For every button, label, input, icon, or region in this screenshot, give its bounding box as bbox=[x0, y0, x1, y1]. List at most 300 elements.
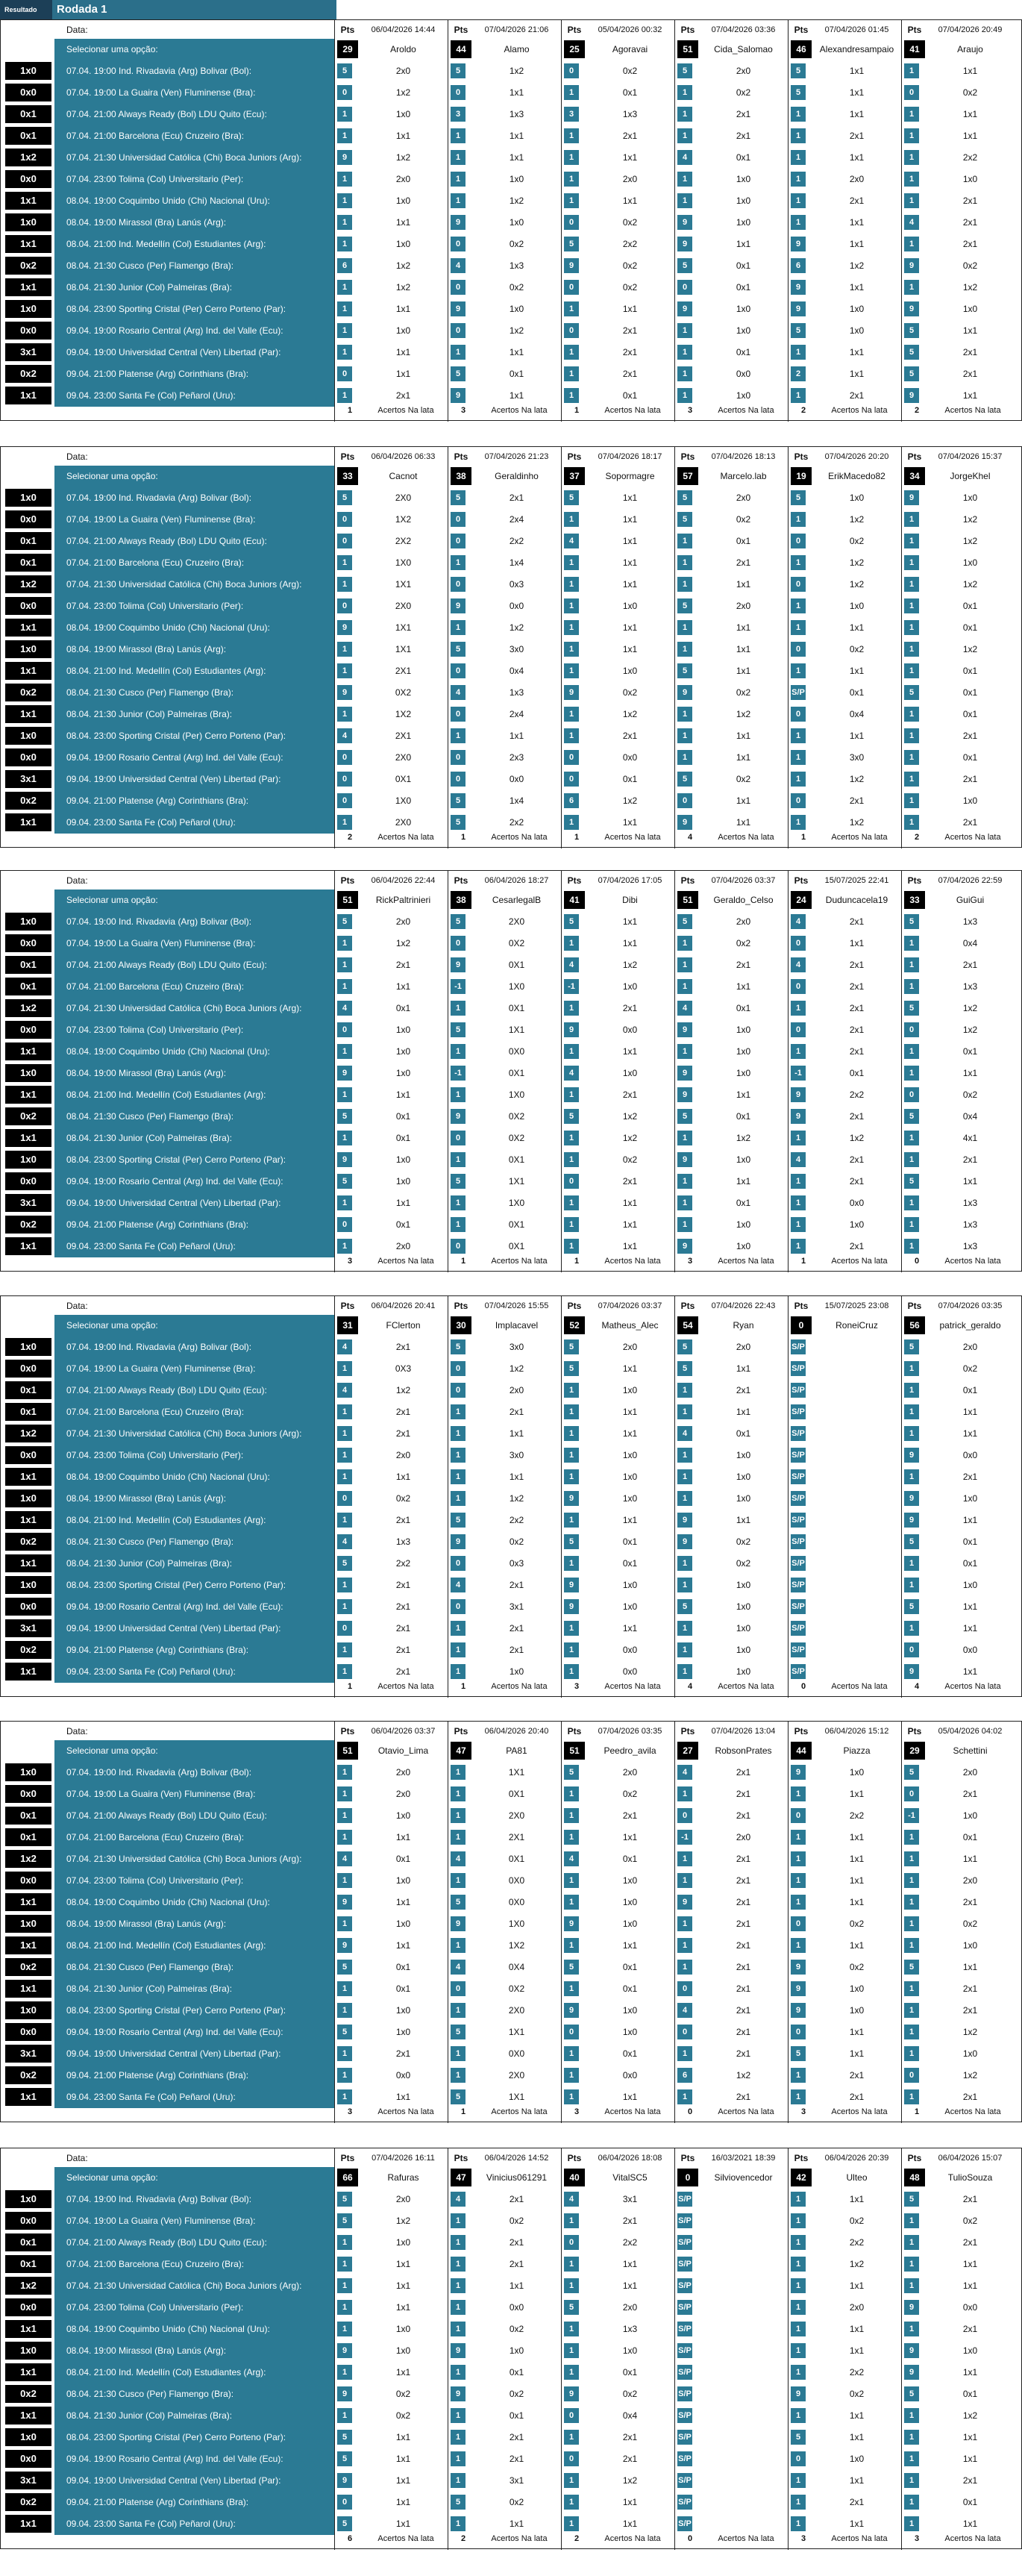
guess-cell: 2x1 bbox=[509, 2194, 524, 2204]
guess-cell: 2x1 bbox=[849, 916, 865, 927]
guess-cell: 1x1 bbox=[849, 2432, 865, 2442]
guess-cell: 1x2 bbox=[849, 2259, 865, 2269]
player-date: 07/04/2026 21:23 bbox=[484, 452, 549, 461]
player-column bbox=[448, 1722, 561, 2123]
score-badge: 1 bbox=[904, 1830, 919, 1845]
guess-cell: 1x1 bbox=[849, 66, 865, 76]
score-badge: 1 bbox=[564, 2257, 579, 2272]
player-column bbox=[674, 20, 788, 422]
score-badge: 1 bbox=[564, 388, 579, 403]
score-badge: 9 bbox=[904, 2300, 919, 2315]
game-label: 08.04. 21:00 Ind. Medellín (Col) Estudiantes (Arg): bbox=[54, 234, 334, 255]
guess-cell: 2x1 bbox=[962, 239, 978, 249]
acertos-footer bbox=[675, 2530, 788, 2547]
guess-cell: 1x1 bbox=[395, 2432, 411, 2442]
guess-cell: 2x1 bbox=[849, 960, 865, 970]
game-label: 08.04. 21:30 Junior (Col) Palmeiras (Bra): bbox=[54, 277, 334, 298]
score-badge: 1 bbox=[337, 301, 352, 316]
select-option-dropdown[interactable]: Selecionar uma opção: bbox=[54, 1315, 334, 1337]
score-badge: 5 bbox=[337, 2430, 352, 2445]
guess-cell: 1x0 bbox=[622, 1580, 638, 1590]
score-badge: 5 bbox=[451, 1513, 465, 1528]
guess-cell: 1x1 bbox=[962, 1962, 978, 1972]
acertos-label: Acertos Na lata bbox=[491, 2107, 548, 2116]
game-result: 0x0 bbox=[5, 748, 51, 766]
score-badge: 1 bbox=[564, 577, 579, 592]
score-badge: 1 bbox=[337, 1786, 352, 1801]
guess-cell: 0x2 bbox=[622, 1154, 638, 1165]
score-badge: 1 bbox=[564, 2068, 579, 2083]
score-badge: 4 bbox=[337, 1339, 352, 1354]
guess-cell bbox=[700, 2254, 786, 2275]
score-badge: 1 bbox=[451, 728, 465, 743]
score-badge: 1 bbox=[451, 150, 465, 165]
guess-cell: 1x1 bbox=[962, 1428, 978, 1439]
guess-cell: 1x0 bbox=[736, 325, 751, 336]
score-badge: S/P bbox=[677, 2473, 692, 2488]
guess-cell: 1x1 bbox=[849, 1897, 865, 1907]
score-badge: 1 bbox=[451, 1621, 465, 1636]
score-badge: 1 bbox=[904, 107, 919, 122]
guess-cell: 2x1 bbox=[622, 347, 638, 357]
guess-cell: 1x1 bbox=[962, 2432, 978, 2442]
guess-cell: 1x1 bbox=[622, 1046, 638, 1057]
score-badge: 9 bbox=[677, 1022, 692, 1037]
score-badge: 1 bbox=[791, 1895, 806, 1910]
player-name: Marcelo.lab bbox=[720, 471, 767, 481]
guess-cell: 0x1 bbox=[962, 709, 978, 719]
guess-cell: 2x1 bbox=[509, 1623, 524, 1634]
guess-cell: 0x1 bbox=[736, 282, 751, 293]
acertos-footer bbox=[448, 1678, 561, 1695]
guess-cell: 2x1 bbox=[622, 2216, 638, 2226]
score-badge: 1 bbox=[791, 1195, 806, 1210]
score-badge: 0 bbox=[451, 1239, 465, 1254]
guess-cell: 0x1 bbox=[622, 774, 638, 784]
game-label: 07.04. 19:00 La Guaira (Ven) Fluminense (Bra): bbox=[54, 1358, 334, 1380]
guess-cell: 1x1 bbox=[622, 514, 638, 525]
acertos-footer bbox=[675, 2104, 788, 2120]
score-badge: S/P bbox=[791, 685, 806, 700]
guess-cell: 2X2 bbox=[395, 536, 412, 546]
score-badge: 9 bbox=[791, 301, 806, 316]
pts-header: Pts bbox=[680, 2153, 695, 2163]
score-badge: 1 bbox=[791, 345, 806, 360]
game-label: 07.04. 23:00 Tolima (Col) Universitario (Per): bbox=[54, 169, 334, 190]
player-total: 40 bbox=[564, 2169, 585, 2186]
score-badge: 9 bbox=[337, 620, 352, 635]
player-total: 19 bbox=[791, 467, 812, 485]
guess-cell: 2x1 bbox=[395, 1645, 411, 1655]
guess-cell: 1x1 bbox=[395, 369, 411, 379]
score-badge: 1 bbox=[677, 1217, 692, 1232]
score-badge: 1 bbox=[451, 1469, 465, 1484]
game-result: 0x0 bbox=[5, 170, 51, 188]
acertos-footer bbox=[562, 1253, 674, 1269]
game-label: 08.04. 19:00 Mirassol (Bra) Lanús (Arg): bbox=[54, 1488, 334, 1510]
game-result: 0x2 bbox=[5, 257, 51, 275]
guess-cell: 0x2 bbox=[509, 1536, 524, 1547]
guess-cell: 2x1 bbox=[395, 390, 411, 401]
game-label: 07.04. 19:00 Ind. Rivadavia (Arg) Bolivar (Bol): bbox=[54, 60, 334, 82]
acertos-footer bbox=[448, 1253, 561, 1269]
game-result: 0x2 bbox=[5, 2066, 51, 2084]
game-label: 08.04. 21:30 Junior (Col) Palmeiras (Bra): bbox=[54, 1978, 334, 2000]
score-badge: 1 bbox=[337, 1578, 352, 1592]
guess-cell: 0x2 bbox=[736, 687, 751, 698]
player-total: 51 bbox=[337, 891, 358, 909]
game-result: 1x1 bbox=[5, 1554, 51, 1572]
game-result: 0x0 bbox=[5, 2023, 51, 2041]
player-total: 57 bbox=[677, 467, 698, 485]
score-badge: 0 bbox=[564, 2451, 579, 2466]
page-header bbox=[0, 0, 1022, 19]
guess-cell: 1x2 bbox=[509, 196, 524, 206]
score-badge: S/P bbox=[791, 1556, 806, 1571]
score-badge: 1 bbox=[904, 2046, 919, 2061]
score-badge: 1 bbox=[904, 150, 919, 165]
score-badge: 1 bbox=[564, 1830, 579, 1845]
score-badge: 5 bbox=[677, 1599, 692, 1614]
score-badge: 1 bbox=[451, 2213, 465, 2228]
acertos-count: 1 bbox=[574, 833, 580, 842]
guess-cell: 1x1 bbox=[962, 109, 978, 119]
score-badge: 0 bbox=[451, 1131, 465, 1145]
score-badge: 9 bbox=[904, 258, 919, 273]
score-badge: 1 bbox=[337, 1469, 352, 1484]
guess-cell: 0X1 bbox=[508, 1854, 525, 1864]
guess-cell: 1x1 bbox=[395, 1897, 411, 1907]
guess-cell: 1x2 bbox=[509, 1493, 524, 1504]
guess-cell: 2x1 bbox=[509, 2259, 524, 2269]
guess-cell bbox=[700, 2189, 786, 2210]
score-badge: 1 bbox=[337, 345, 352, 360]
guess-cell: 0X2 bbox=[508, 1133, 525, 1143]
player-name: Otavio_Lima bbox=[377, 1745, 429, 1756]
guess-cell: 0X1 bbox=[508, 1003, 525, 1013]
score-badge: 1 bbox=[337, 1426, 352, 1441]
guess-cell: 1x1 bbox=[736, 1363, 751, 1374]
acertos-footer bbox=[902, 402, 1015, 419]
game-result: 0x0 bbox=[5, 934, 51, 952]
select-option-dropdown[interactable]: Selecionar uma opção: bbox=[54, 890, 334, 911]
score-badge: 1 bbox=[337, 1830, 352, 1845]
score-badge: 0 bbox=[337, 772, 352, 787]
game-label: 09.04. 19:00 Rosario Central (Arg) Ind. del Valle (Ecu): bbox=[54, 1171, 334, 1192]
score-badge: S/P bbox=[677, 2322, 692, 2336]
acertos-label: Acertos Na lata bbox=[377, 1257, 434, 1266]
games-column bbox=[1, 20, 337, 422]
select-option-dropdown[interactable]: Selecionar uma opção: bbox=[54, 39, 334, 60]
player-column bbox=[561, 447, 674, 848]
guess-cell: 0x4 bbox=[509, 666, 524, 676]
score-badge: 5 bbox=[904, 1534, 919, 1549]
score-badge: 5 bbox=[904, 345, 919, 360]
guess-cell: 2x2 bbox=[962, 152, 978, 163]
score-badge: 1 bbox=[791, 2408, 806, 2423]
guess-cell: 2x2 bbox=[849, 1810, 865, 1821]
guess-cell: 1x1 bbox=[622, 2092, 638, 2102]
guess-cell: 1x1 bbox=[622, 1407, 638, 1417]
guess-cell: 2X1 bbox=[508, 1832, 525, 1842]
game-label: 07.04. 21:00 Always Ready (Bol) LDU Quito (Ecu): bbox=[54, 1380, 334, 1401]
score-badge: 9 bbox=[904, 301, 919, 316]
score-badge: 5 bbox=[904, 1174, 919, 1189]
game-result: 0x0 bbox=[5, 84, 51, 101]
score-badge: 1 bbox=[337, 815, 352, 830]
player-date: 07/04/2026 03:36 bbox=[711, 25, 776, 34]
guess-cell: 2x1 bbox=[962, 774, 978, 784]
score-badge: 1 bbox=[791, 555, 806, 570]
game-result: 1x0 bbox=[5, 913, 51, 931]
game-label: 07.04. 19:00 La Guaira (Ven) Fluminense (Bra): bbox=[54, 82, 334, 104]
guess-cell: 2x1 bbox=[849, 1154, 865, 1165]
score-badge: 9 bbox=[564, 1916, 579, 1931]
guess-cell: 1x0 bbox=[736, 196, 751, 206]
guess-cell: 1x2 bbox=[849, 774, 865, 784]
score-badge: 1 bbox=[904, 1916, 919, 1931]
score-badge: 9 bbox=[677, 215, 692, 230]
score-badge: 4 bbox=[677, 1001, 692, 1016]
game-result: 1x0 bbox=[5, 1763, 51, 1781]
game-result: 1x1 bbox=[5, 1129, 51, 1147]
score-badge: 1 bbox=[677, 1469, 692, 1484]
score-badge: 4 bbox=[677, 150, 692, 165]
guess-cell: 1x1 bbox=[849, 1789, 865, 1799]
game-result: 1x1 bbox=[5, 1511, 51, 1529]
game-label: 08.04. 23:00 Sporting Cristal (Per) Cerro Porteno (Par): bbox=[54, 1575, 334, 1596]
score-badge: 1 bbox=[791, 2322, 806, 2336]
score-badge: 1 bbox=[337, 280, 352, 295]
guess-cell: 1x3 bbox=[962, 1198, 978, 1208]
guess-cell: 0x0 bbox=[622, 752, 638, 763]
guess-cell: 1x1 bbox=[395, 131, 411, 141]
guess-cell: 1x1 bbox=[849, 152, 865, 163]
guess-cell: 2x0 bbox=[962, 1342, 978, 1352]
guess-cell: 1x1 bbox=[395, 1940, 411, 1951]
guess-cell bbox=[814, 1423, 900, 1445]
guess-cell: 1x0 bbox=[395, 2237, 411, 2248]
player-date: 07/04/2026 16:11 bbox=[372, 2154, 435, 2163]
guess-cell: 1x1 bbox=[622, 536, 638, 546]
guess-cell: 2x2 bbox=[622, 239, 638, 249]
guess-cell: 2x1 bbox=[849, 1003, 865, 1013]
score-badge: 1 bbox=[451, 2473, 465, 2488]
player-date: 06/04/2026 03:37 bbox=[371, 1727, 436, 1736]
score-badge: 1 bbox=[337, 936, 352, 951]
acertos-count: 4 bbox=[914, 1682, 920, 1691]
score-badge: 0 bbox=[451, 772, 465, 787]
guess-cell: 0x1 bbox=[395, 1003, 411, 1013]
guess-cell: 1x0 bbox=[509, 174, 524, 184]
score-badge: 0 bbox=[791, 936, 806, 951]
player-date: 06/04/2026 20:39 bbox=[824, 2154, 889, 2163]
guess-cell: 1X0 bbox=[508, 1198, 525, 1208]
score-badge: 1 bbox=[451, 2365, 465, 2380]
score-badge: 1 bbox=[904, 620, 919, 635]
score-badge: 1 bbox=[337, 2278, 352, 2293]
guess-cell: 1x1 bbox=[395, 217, 411, 228]
score-badge: 9 bbox=[677, 1087, 692, 1102]
guess-cell: 1x2 bbox=[849, 260, 865, 271]
guess-cell: 2x4 bbox=[509, 709, 524, 719]
player-name: Schettini bbox=[953, 1745, 988, 1756]
guess-cell bbox=[700, 2470, 786, 2492]
guess-cell: 1x1 bbox=[849, 2194, 865, 2204]
score-badge: 1 bbox=[791, 2473, 806, 2488]
score-badge: 1 bbox=[564, 1195, 579, 1210]
guess-cell: 2x0 bbox=[395, 1767, 411, 1778]
score-badge: 1 bbox=[904, 2322, 919, 2336]
guess-cell: 0x0 bbox=[622, 2070, 638, 2081]
player-column bbox=[448, 1296, 561, 1698]
score-badge: -1 bbox=[564, 979, 579, 994]
guess-cell: 2x0 bbox=[395, 1450, 411, 1460]
score-badge: 9 bbox=[337, 2473, 352, 2488]
guess-cell: 1x1 bbox=[962, 1623, 978, 1634]
score-badge: S/P bbox=[791, 1491, 806, 1506]
pts-header: Pts bbox=[340, 1301, 355, 1311]
score-badge: 1 bbox=[677, 1448, 692, 1463]
score-badge: 1 bbox=[451, 172, 465, 187]
score-badge: 1 bbox=[451, 2451, 465, 2466]
pts-header: Pts bbox=[454, 451, 468, 462]
guess-cell: 1x1 bbox=[849, 217, 865, 228]
guess-cell: 1x0 bbox=[736, 1645, 751, 1655]
guess-cell: 2x1 bbox=[962, 731, 978, 741]
guess-cell: 2x1 bbox=[622, 131, 638, 141]
guess-cell: 2x0 bbox=[622, 2302, 638, 2313]
game-label: 08.04. 21:30 Cusco (Per) Flamengo (Bra): bbox=[54, 1531, 334, 1553]
score-badge: 1 bbox=[564, 1642, 579, 1657]
score-badge: 1 bbox=[791, 1217, 806, 1232]
score-badge: S/P bbox=[791, 1404, 806, 1419]
guess-cell: 1X2 bbox=[395, 709, 412, 719]
acertos-footer bbox=[902, 829, 1015, 845]
guess-cell: 0x2 bbox=[962, 87, 978, 98]
guess-cell: 2x2 bbox=[395, 1558, 411, 1569]
player-column bbox=[788, 1722, 901, 2123]
guess-cell: 0X0 bbox=[508, 1875, 525, 1886]
score-badge: 4 bbox=[564, 2192, 579, 2207]
guess-cell: 0x2 bbox=[849, 644, 865, 654]
guess-cell: 3x0 bbox=[509, 1342, 524, 1352]
guess-cell: 0X2 bbox=[508, 1983, 525, 1994]
player-column bbox=[561, 20, 674, 422]
guess-cell: 0x1 bbox=[395, 1133, 411, 1143]
pts-header: Pts bbox=[680, 451, 695, 462]
score-badge: 5 bbox=[564, 1534, 579, 1549]
guess-cell bbox=[814, 1531, 900, 1553]
guess-cell: 1x2 bbox=[736, 1133, 751, 1143]
score-badge: 0 bbox=[904, 85, 919, 100]
guess-cell: 2x0 bbox=[622, 1767, 638, 1778]
score-badge: 1 bbox=[904, 1217, 919, 1232]
score-badge: 4 bbox=[337, 1383, 352, 1398]
guess-cell: 0x1 bbox=[962, 2389, 978, 2399]
guess-cell: 1x0 bbox=[395, 109, 411, 119]
score-badge: 5 bbox=[791, 323, 806, 338]
guess-cell: 2X1 bbox=[395, 666, 412, 676]
game-result: 1x0 bbox=[5, 640, 51, 658]
guess-cell: 1x0 bbox=[395, 239, 411, 249]
guess-cell: 1x1 bbox=[622, 1623, 638, 1634]
score-badge: 1 bbox=[904, 1195, 919, 1210]
score-badge: 9 bbox=[904, 2343, 919, 2358]
guess-cell: 2X0 bbox=[508, 916, 525, 927]
guess-cell: 1x1 bbox=[509, 1472, 524, 1482]
score-badge: 9 bbox=[791, 1765, 806, 1780]
guess-cell: 1x0 bbox=[736, 1241, 751, 1251]
score-badge: 9 bbox=[791, 2003, 806, 2018]
guess-cell: 1x1 bbox=[849, 622, 865, 633]
score-badge: 4 bbox=[791, 914, 806, 929]
guess-cell: 0x2 bbox=[736, 1558, 751, 1569]
player-name: Sopormagre bbox=[605, 471, 655, 481]
guess-cell: 1x1 bbox=[622, 493, 638, 503]
score-badge: 5 bbox=[904, 685, 919, 700]
game-label: 08.04. 19:00 Coquimbo Unido (Chi) Nacional (Uru): bbox=[54, 2319, 334, 2340]
select-option-dropdown[interactable]: Selecionar uma opção: bbox=[54, 2167, 334, 2189]
select-option-dropdown[interactable]: Selecionar uma opção: bbox=[54, 1740, 334, 1762]
guess-cell: 0x2 bbox=[849, 2216, 865, 2226]
guess-cell: 0x2 bbox=[509, 239, 524, 249]
score-badge: 1 bbox=[564, 2365, 579, 2380]
player-total: 31 bbox=[337, 1316, 358, 1334]
guess-cell: 0X4 bbox=[508, 1962, 525, 1972]
guess-cell: 2x1 bbox=[736, 1789, 751, 1799]
guess-cell: 1x0 bbox=[622, 2005, 638, 2016]
guess-cell: 2x1 bbox=[622, 1810, 638, 1821]
player-name: patrick_geraldo bbox=[939, 1320, 1001, 1331]
guess-cell: 0x1 bbox=[962, 1385, 978, 1395]
guess-cell: 0x0 bbox=[736, 369, 751, 379]
player-column bbox=[901, 20, 1022, 422]
score-badge: 1 bbox=[677, 107, 692, 122]
pts-header: Pts bbox=[567, 451, 582, 462]
guess-cell: 0x2 bbox=[962, 1363, 978, 1374]
guess-cell: 1x1 bbox=[395, 1832, 411, 1842]
guess-cell: 1x0 bbox=[622, 666, 638, 676]
guess-cell bbox=[814, 1618, 900, 1639]
select-option-dropdown[interactable]: Selecionar uma opção: bbox=[54, 466, 334, 487]
game-result: 1x1 bbox=[5, 387, 51, 404]
score-badge: 1 bbox=[904, 1556, 919, 1571]
score-badge: 0 bbox=[337, 1022, 352, 1037]
game-label: 09.04. 19:00 Rosario Central (Arg) Ind. del Valle (Ecu): bbox=[54, 2022, 334, 2043]
score-badge: 1 bbox=[451, 1404, 465, 1419]
score-badge: 4 bbox=[451, 1960, 465, 1975]
guess-cell: 2x1 bbox=[736, 557, 751, 568]
game-result: 1x0 bbox=[5, 1151, 51, 1169]
score-badge: 1 bbox=[677, 957, 692, 972]
game-result: 0x0 bbox=[5, 2450, 51, 2468]
acertos-footer bbox=[902, 1253, 1015, 1269]
guess-cell: 1x3 bbox=[962, 916, 978, 927]
score-badge: 9 bbox=[791, 280, 806, 295]
score-badge: 5 bbox=[791, 63, 806, 78]
score-badge: 0 bbox=[451, 663, 465, 678]
score-badge: 9 bbox=[677, 1895, 692, 1910]
game-result: 0x2 bbox=[5, 365, 51, 383]
guess-cell: 0x2 bbox=[509, 2216, 524, 2226]
guess-cell: 1x2 bbox=[962, 644, 978, 654]
guess-cell: 0x1 bbox=[622, 1854, 638, 1864]
guess-cell: 0x1 bbox=[395, 1219, 411, 1230]
guess-cell: 2x1 bbox=[395, 1428, 411, 1439]
player-total: 48 bbox=[904, 2169, 925, 2186]
player-column bbox=[674, 1296, 788, 1698]
